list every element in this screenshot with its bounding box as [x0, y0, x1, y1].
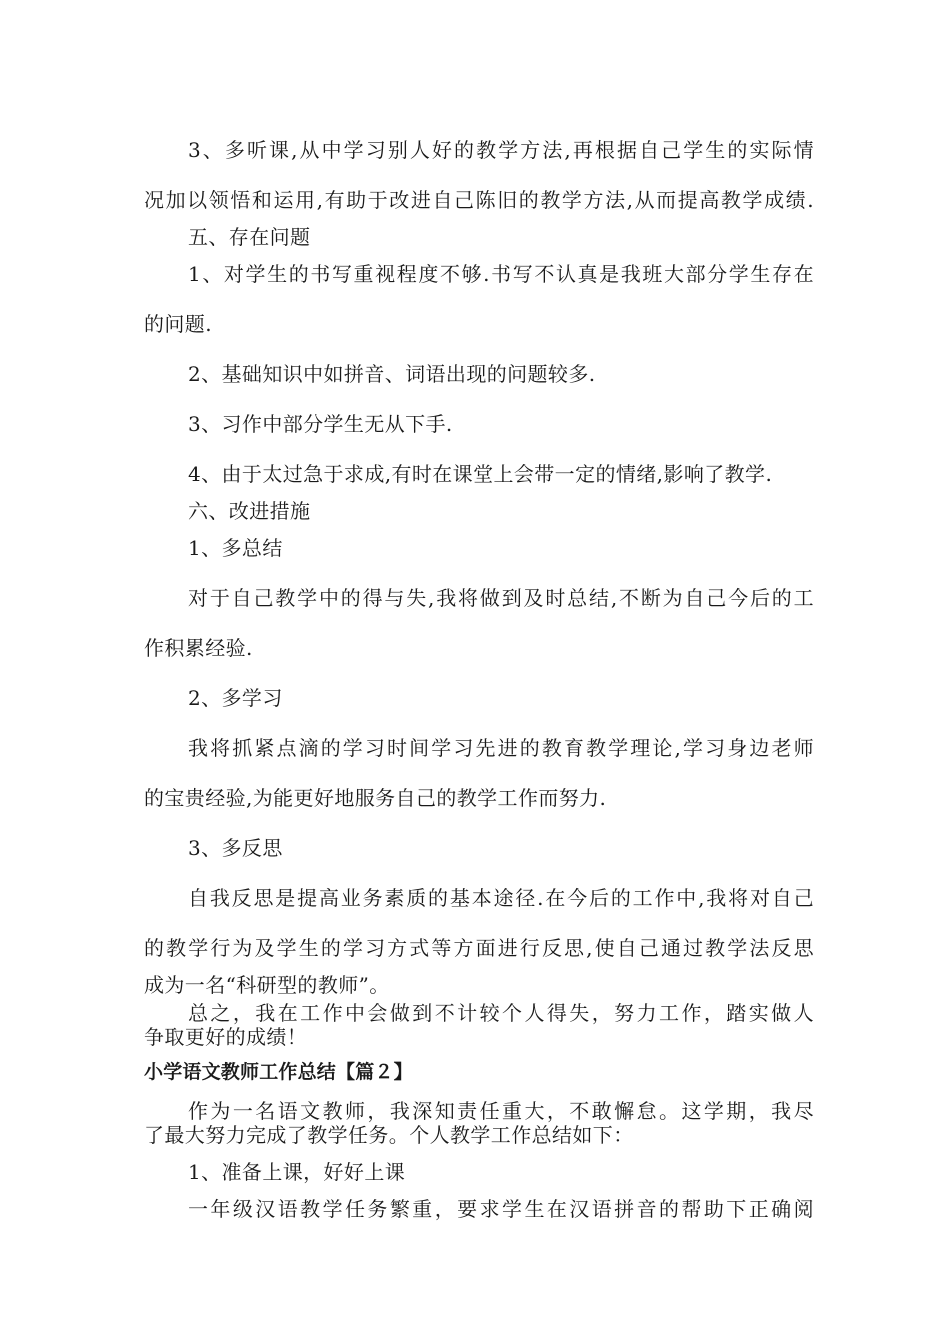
list-item: 3、习作中部分学生无从下手. — [188, 412, 453, 436]
article-title: 小学语文教师工作总结【篇２】 — [144, 1061, 413, 1083]
list-item: 4、由于太过急于求成,有时在课堂上会带一定的情绪,影响了教学. — [188, 462, 773, 486]
paragraph-line: 作积累经验. — [144, 636, 253, 660]
paragraph-line: 自我反思是提高业务素质的基本途径.在今后的工作中,我将对自己 — [188, 886, 814, 910]
paragraph-line: 的宝贵经验,为能更好地服务自己的教学工作而努力. — [144, 786, 607, 810]
paragraph-line: 3、多听课,从中学习别人好的教学方法,再根据自己学生的实际情 — [188, 138, 814, 162]
section-heading: 六、改进措施 — [188, 499, 311, 523]
paragraph-line: 成为一名“科研型的教师”。 — [144, 973, 390, 997]
subheading: 1、多总结 — [188, 536, 283, 560]
paragraph-line: 一年级汉语教学任务繁重，要求学生在汉语拼音的帮助下正确阅 — [188, 1197, 814, 1221]
subheading: 1、准备上课，好好上课 — [188, 1160, 406, 1184]
list-item: 2、基础知识中如拼音、词语出现的问题较多. — [188, 362, 596, 386]
paragraph-line: 对于自己教学中的得与失,我将做到及时总结,不断为自己今后的工 — [188, 586, 814, 610]
paragraph-line: 作为一名语文教师，我深知责任重大，不敢懈怠。这学期，我尽 — [188, 1099, 814, 1123]
paragraph-line: 1、对学生的书写重视程度不够.书写不认真是我班大部分学生存在 — [188, 262, 814, 286]
paragraph-line: 我将抓紧点滴的学习时间学习先进的教育教学理论,学习身边老师 — [188, 736, 814, 760]
paragraph-line: 况加以领悟和运用,有助于改进自己陈旧的教学方法,从而提高教学成绩. — [144, 188, 814, 212]
paragraph-line: 争取更好的成绩！ — [144, 1025, 308, 1049]
section-heading: 五、存在问题 — [188, 225, 311, 249]
subheading: 3、多反思 — [188, 836, 283, 860]
paragraph-line: 的教学行为及学生的学习方式等方面进行反思,使自己通过教学法反思 — [144, 936, 814, 960]
paragraph-line: 的问题. — [144, 312, 212, 336]
paragraph-line: 总之，我在工作中会做到不计较个人得失，努力工作，踏实做人 — [188, 1001, 814, 1025]
subheading: 2、多学习 — [188, 686, 283, 710]
paragraph-line: 了最大努力完成了教学任务。个人教学工作总结如下： — [144, 1123, 634, 1147]
